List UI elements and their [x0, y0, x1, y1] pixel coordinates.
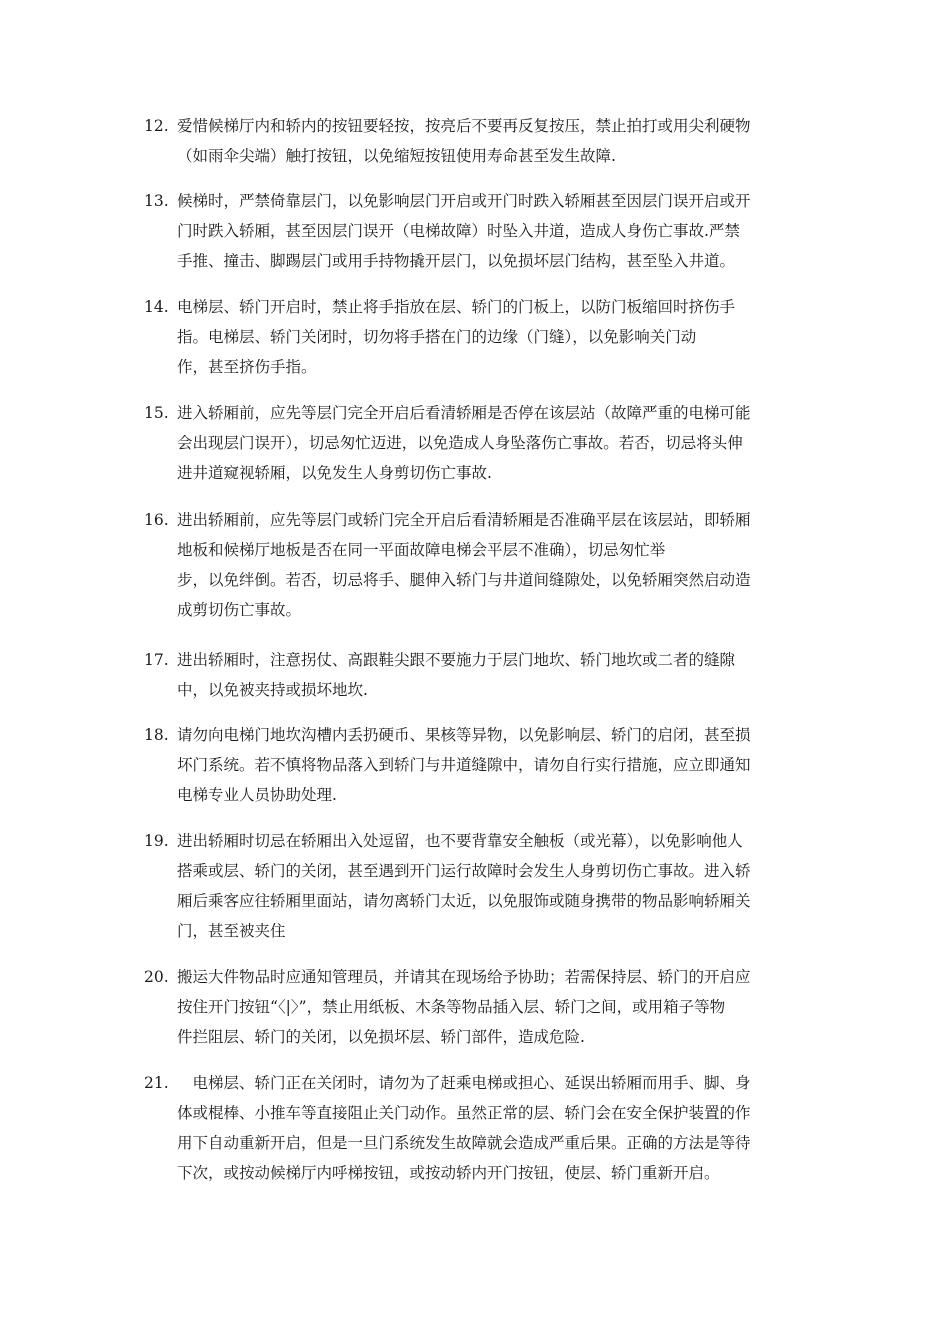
item-line: 指。电梯层、轿门关闭时，切勿将手搭在门的边缘（门缝），以免影响关门动 — [177, 328, 697, 346]
item-line: 步，以免绊倒。若否，切忌将手、腿伸入轿门与井道间缝隙处，以免轿厢突然启动造 — [177, 571, 751, 589]
list-item — [144, 292, 814, 382]
item-line: 按住开门按钮“〈|〉”，禁止用纸板、木条等物品插入层、轿门之间，或用箱子等物 — [177, 998, 726, 1016]
item-line: 手推、撞击、脚踢层门或用手持物撬开层门，以免损坏层门结构，甚至坠入井道。 — [177, 252, 736, 270]
item-line: 电梯专业人员协助处理. — [177, 786, 337, 804]
item-line: 门时跌入轿厢，甚至因层门误开（电梯故障）时坠入井道，造成人身伤亡事故.严禁 — [177, 222, 740, 240]
item-line: （如雨伞尖端）触打按钮，以免缩短按钮使用寿命甚至发生故障. — [177, 147, 616, 165]
item-number: 19. — [144, 832, 169, 850]
item-number: 18. — [144, 726, 169, 744]
item-number: 20. — [144, 968, 169, 986]
item-number: 12. — [144, 117, 169, 135]
list-item — [144, 111, 814, 171]
item-line: 门，甚至被夹住 — [177, 922, 286, 940]
item-line: 进井道窥视轿厢，以免发生人身剪切伤亡事故. — [177, 464, 492, 482]
item-number: 15. — [144, 404, 169, 422]
item-line: 爱惜候梯厅内和轿内的按钮要轻按，按亮后不要再反复按压，禁止拍打或用尖利硬物 — [177, 117, 751, 135]
item-line: 成剪切伤亡事故。 — [177, 601, 302, 619]
item-line: 作，甚至挤伤手指。 — [177, 358, 317, 376]
item-line: 件拦阻层、轿门的关闭，以免损坏层、轿门部件，造成危险. — [177, 1028, 585, 1046]
list-item — [144, 1068, 814, 1188]
item-number: 13. — [144, 192, 169, 210]
list-item — [144, 720, 814, 810]
item-line: 进出轿厢时切忌在轿厢出入处逗留，也不要背靠安全触板（或光幕），以免影响他人 — [177, 832, 743, 850]
item-line: 下次，或按动候梯厅内呼梯按钮，或按动轿内开门按钮，使层、轿门重新开启。 — [177, 1164, 720, 1182]
list-item — [144, 505, 814, 625]
list-item — [144, 398, 814, 488]
item-number: 17. — [144, 651, 169, 669]
item-line: 地板和候梯厅地板是否在同一平面故障电梯会平层不准确），切忌匆忙举 — [177, 541, 666, 559]
item-line: 进出轿厢前，应先等层门或轿门完全开启后看清轿厢是否准确平层在该层站，即轿厢 — [177, 511, 751, 529]
item-line: 电梯层、轿门正在关闭时，请勿为了赶乘电梯或担心、延误出轿厢而用手、脚、身 — [177, 1074, 751, 1092]
item-line: 进出轿厢时，注意拐仗、高跟鞋尖跟不要施力于层门地坎、轿门地坎或二者的缝隙 — [177, 651, 736, 669]
item-line: 电梯层、轿门开启时，禁止将手指放在层、轿门的门板上，以防门板缩回时挤伤手 — [177, 298, 736, 316]
item-number: 16. — [144, 511, 169, 529]
item-line: 搭乘或层、轿门的关闭，甚至遇到开门运行故障时会发生人身剪切伤亡事故。进入轿 — [177, 862, 751, 880]
list-item — [144, 962, 814, 1052]
item-line: 会出现层门误开），切忌匆忙迈进，以免造成人身坠落伤亡事故。若否，切忌将头伸 — [177, 434, 743, 452]
item-line: 用下自动重新开启，但是一旦门系统发生故障就会造成严重后果。正确的方法是等待 — [177, 1134, 751, 1152]
item-number: 21. — [144, 1074, 169, 1092]
item-line: 中，以免被夹持或损坏地坎. — [177, 681, 368, 699]
item-line: 候梯时，严禁倚靠层门，以免影响层门开启或开门时跌入轿厢甚至因层门误开启或开 — [177, 192, 751, 210]
list-item — [144, 186, 814, 276]
item-line: 搬运大件物品时应通知管理员，并请其在现场给予协助；若需保持层、轿门的开启应 — [177, 968, 751, 986]
list-item — [144, 645, 814, 705]
list-item — [144, 826, 814, 946]
item-line: 进入轿厢前，应先等层门完全开启后看清轿厢是否停在该层站（故障严重的电梯可能 — [177, 404, 751, 422]
item-line: 请勿向电梯门地坎沟槽内丢扔硬币、果核等异物，以免影响层、轿门的启闭，甚至损 — [177, 726, 751, 744]
item-line: 坏门系统。若不慎将物品落入到轿门与井道缝隙中，请勿自行实行措施，应立即通知 — [177, 756, 751, 774]
item-number: 14. — [144, 298, 169, 316]
item-line: 厢后乘客应往轿厢里面站，请勿离轿门太近，以免服饰或随身携带的物品影响轿厢关 — [177, 892, 751, 910]
item-line: 体或棍棒、小推车等直接阻止关门动作。虽然正常的层、轿门会在安全保护装置的作 — [177, 1104, 751, 1122]
